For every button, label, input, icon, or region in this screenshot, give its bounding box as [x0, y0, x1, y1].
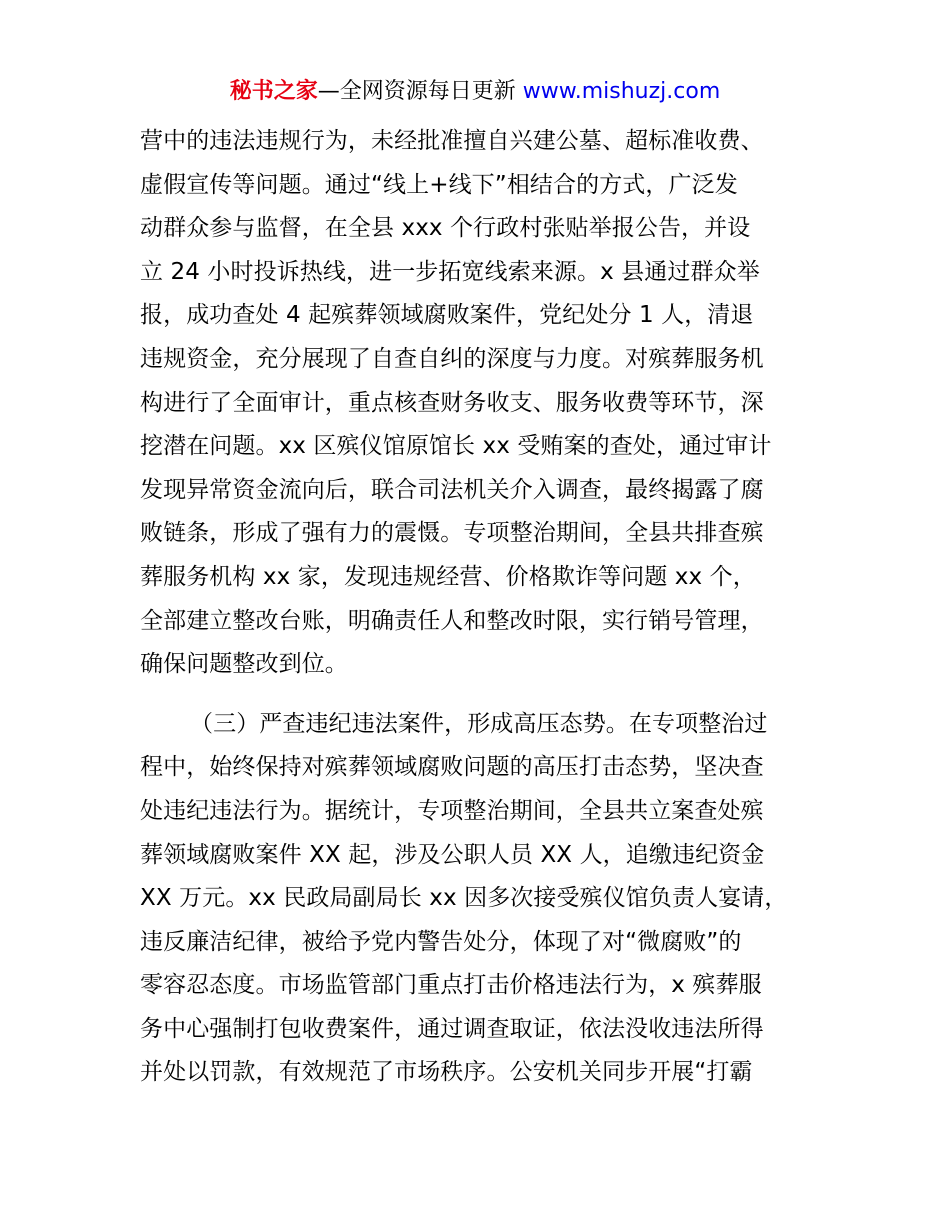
text-line: 并处以罚款，有效规范了市场秩序。公安机关同步开展“打霸	[140, 1059, 753, 1086]
text-line: 报，成功查处 4 起殡葬领域腐败案件，党纪处分 1 人，清退	[140, 302, 754, 329]
brand-name: 秘书之家	[229, 79, 318, 104]
text-line: 零容忍态度。市场监管部门重点打击价格违法行为，x 殡葬服	[140, 972, 762, 999]
text-line: 构进行了全面审计，重点核查财务收支、服务收费等环节，深	[140, 389, 764, 416]
text-line: （三）严查违纪违法案件，形成高压态势。在专项整治过	[190, 710, 768, 737]
text-line: 营中的违法违规行为，未经批准擅自兴建公墓、超标准收费、	[140, 128, 764, 154]
text-line: 确保问题整改到位。	[140, 651, 348, 678]
text-line: 葬服务机构 xx 家，发现违规经营、价格欺诈等问题 xx 个，	[140, 563, 756, 590]
site-url[interactable]: www.mishuzj.com	[522, 79, 721, 104]
text-line: 程中，始终保持对殡葬领域腐败问题的高压打击态势，坚决查	[140, 754, 764, 781]
text-line: 动群众参与监督，在全县 xxx 个行政村张贴举报公告，并设	[140, 215, 751, 242]
text-line: 务中心强制打包收费案件，通过调查取证，依法没收违法所得	[140, 1015, 764, 1042]
text-line: 违规资金，充分展现了自查自纠的深度与力度。对殡葬服务机	[140, 345, 764, 372]
text-line: 违反廉洁纪律，被给予党内警告处分，体现了对“微腐败”的	[140, 928, 742, 955]
text-line: 发现异常资金流向后，联合司法机关介入调查，最终揭露了腐	[140, 476, 764, 503]
text-line: 立 24 小时投诉热线，进一步拓宽线索来源。x 县通过群众举	[140, 258, 760, 285]
site-header	[0, 76, 950, 108]
text-line: 败链条，形成了强有力的震慑。专项整治期间，全县共排查殡	[140, 520, 764, 547]
text-line: 处违纪违法行为。据统计，专项整治期间，全县共立案查处殡	[140, 797, 764, 824]
header-tagline: —全网资源每日更新	[317, 79, 523, 104]
text-line: XX 万元。xx 民政局副局长 xx 因多次接受殡仪馆负责人宴请，	[140, 885, 788, 912]
text-line: 全部建立整改台账，明确责任人和整改时限，实行销号管理，	[140, 607, 764, 634]
text-line: 虚假宣传等问题。通过“线上+线下”相结合的方式，广泛发	[140, 171, 738, 198]
paragraph-spacer	[140, 687, 820, 703]
paragraph-1	[140, 120, 820, 687]
document-body	[140, 120, 820, 1095]
text-line: 葬领域腐败案件 XX 起，涉及公职人员 XX 人，追缴违纪资金	[140, 841, 765, 868]
text-line: 挖潜在问题。xx 区殡仪馆原馆长 xx 受贿案的查处，通过审计	[140, 433, 772, 460]
paragraph-2	[140, 703, 820, 1095]
